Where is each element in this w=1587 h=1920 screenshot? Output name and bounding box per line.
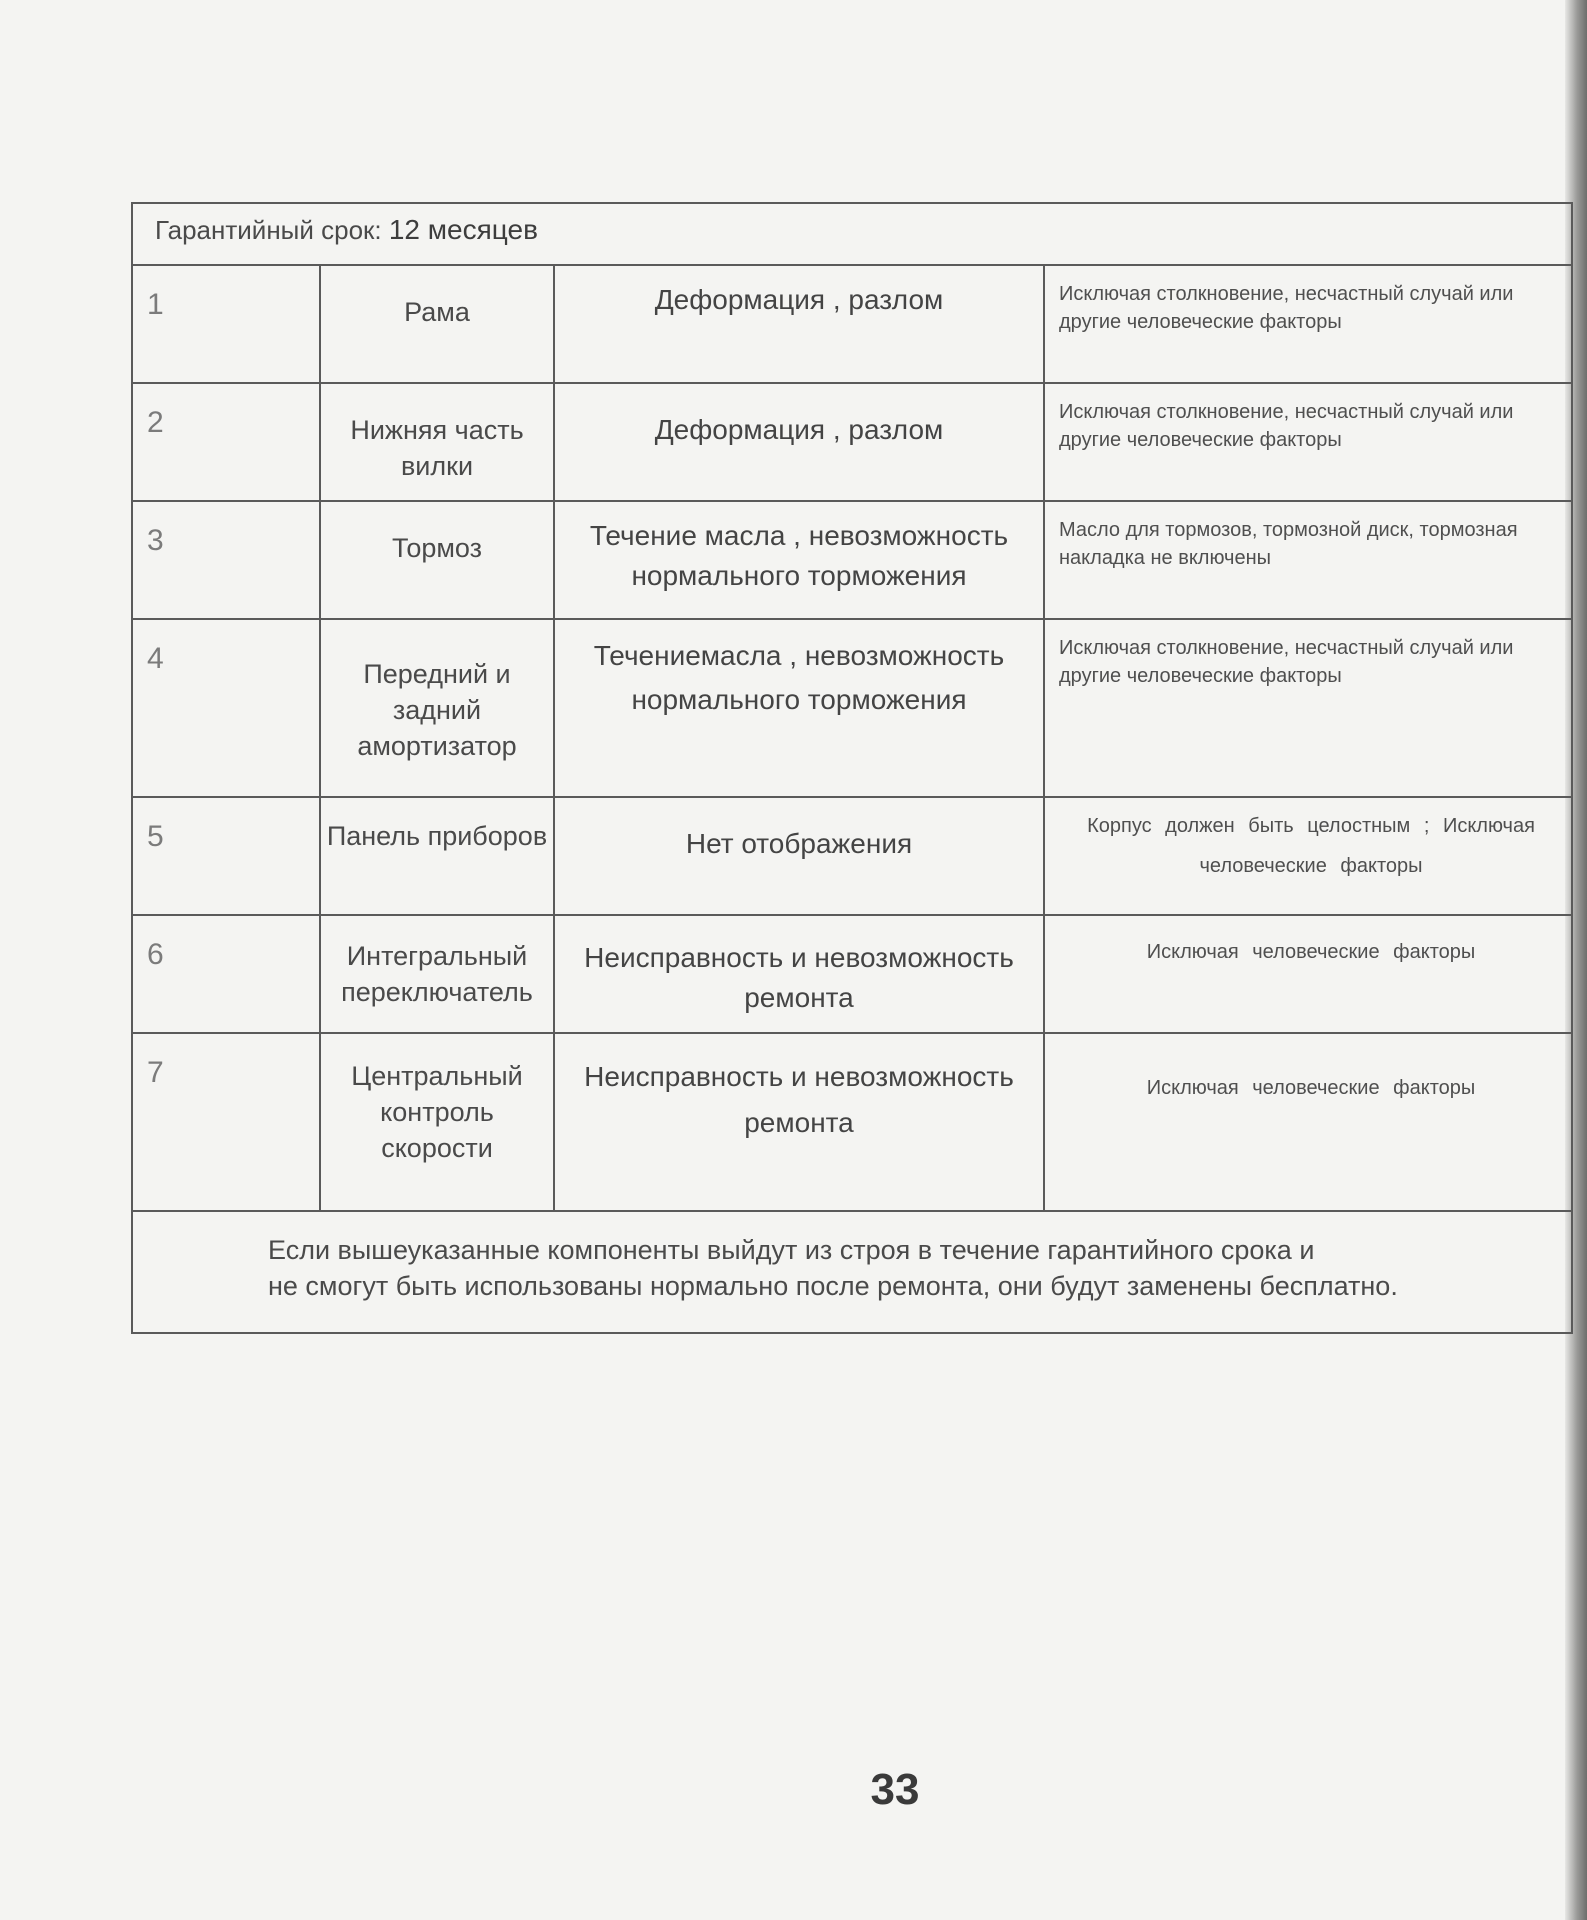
exclusion-note: Исключая человеческие факторы xyxy=(1044,1033,1572,1211)
defect-description: Неисправность и невозможность ремонта xyxy=(554,915,1044,1033)
table-row xyxy=(132,501,1572,619)
component-name: Рама xyxy=(320,265,554,383)
row-number: 3 xyxy=(132,501,320,619)
row-number: 2 xyxy=(132,383,320,501)
component-name: Центральный контроль скорости xyxy=(320,1033,554,1211)
exclusion-note: Масло для тормозов, тормозной диск, тормозная накладка не включены xyxy=(1044,501,1572,619)
row-number: 7 xyxy=(132,1033,320,1211)
table-row xyxy=(132,265,1572,383)
defect-description: Деформация , разлом xyxy=(554,383,1044,501)
warranty-table xyxy=(131,202,1573,1334)
row-number: 6 xyxy=(132,915,320,1033)
exclusion-note: Исключая столкновение, несчастный случай или другие человеческие факторы xyxy=(1044,619,1572,797)
table-row xyxy=(132,797,1572,915)
table-row xyxy=(132,619,1572,797)
defect-description: Течениемасла , невозможность нормального торможения xyxy=(554,619,1044,797)
footer-line: Если вышеуказанные компоненты выйдут из строя в течение гарантийного срока и xyxy=(268,1235,1315,1265)
exclusion-note: Исключая столкновение, несчастный случай или другие человеческие факторы xyxy=(1044,265,1572,383)
warranty-footer-note xyxy=(132,1211,1572,1333)
footer-row xyxy=(132,1211,1572,1333)
table-row xyxy=(132,383,1572,501)
component-name: Тормоз xyxy=(320,501,554,619)
warranty-period-cell xyxy=(132,203,1572,265)
row-number: 5 xyxy=(132,797,320,915)
defect-description: Течение масла , невозможность нормального торможения xyxy=(554,501,1044,619)
table-row xyxy=(132,1033,1572,1211)
exclusion-note: Корпус должен быть целостным ; Исключая человеческие факторы xyxy=(1044,797,1572,915)
component-name: Панель приборов xyxy=(320,797,554,915)
row-number: 1 xyxy=(132,265,320,383)
warranty-period-value: 12 месяцев xyxy=(388,214,538,245)
exclusion-note: Исключая человеческие факторы xyxy=(1044,915,1572,1033)
exclusion-note: Исключая столкновение, несчастный случай или другие человеческие факторы xyxy=(1044,383,1572,501)
defect-description: Неисправность и невозможность ремонта xyxy=(554,1033,1044,1211)
page-number: 33 xyxy=(870,1765,920,1814)
footer-line: не смогут быть использованы нормально после ремонта, они будут заменены бесплатно. xyxy=(268,1271,1398,1301)
row-number: 4 xyxy=(132,619,320,797)
defect-description: Деформация , разлом xyxy=(554,265,1044,383)
defect-description: Нет отображения xyxy=(554,797,1044,915)
component-name: Нижняя часть вилки xyxy=(320,383,554,501)
warranty-period-row xyxy=(132,203,1572,265)
component-name: Передний и задний амортизатор xyxy=(320,619,554,797)
component-name: Интегральный переключатель xyxy=(320,915,554,1033)
table-row xyxy=(132,915,1572,1033)
warranty-period-label: Гарантийный срок: xyxy=(155,215,382,245)
